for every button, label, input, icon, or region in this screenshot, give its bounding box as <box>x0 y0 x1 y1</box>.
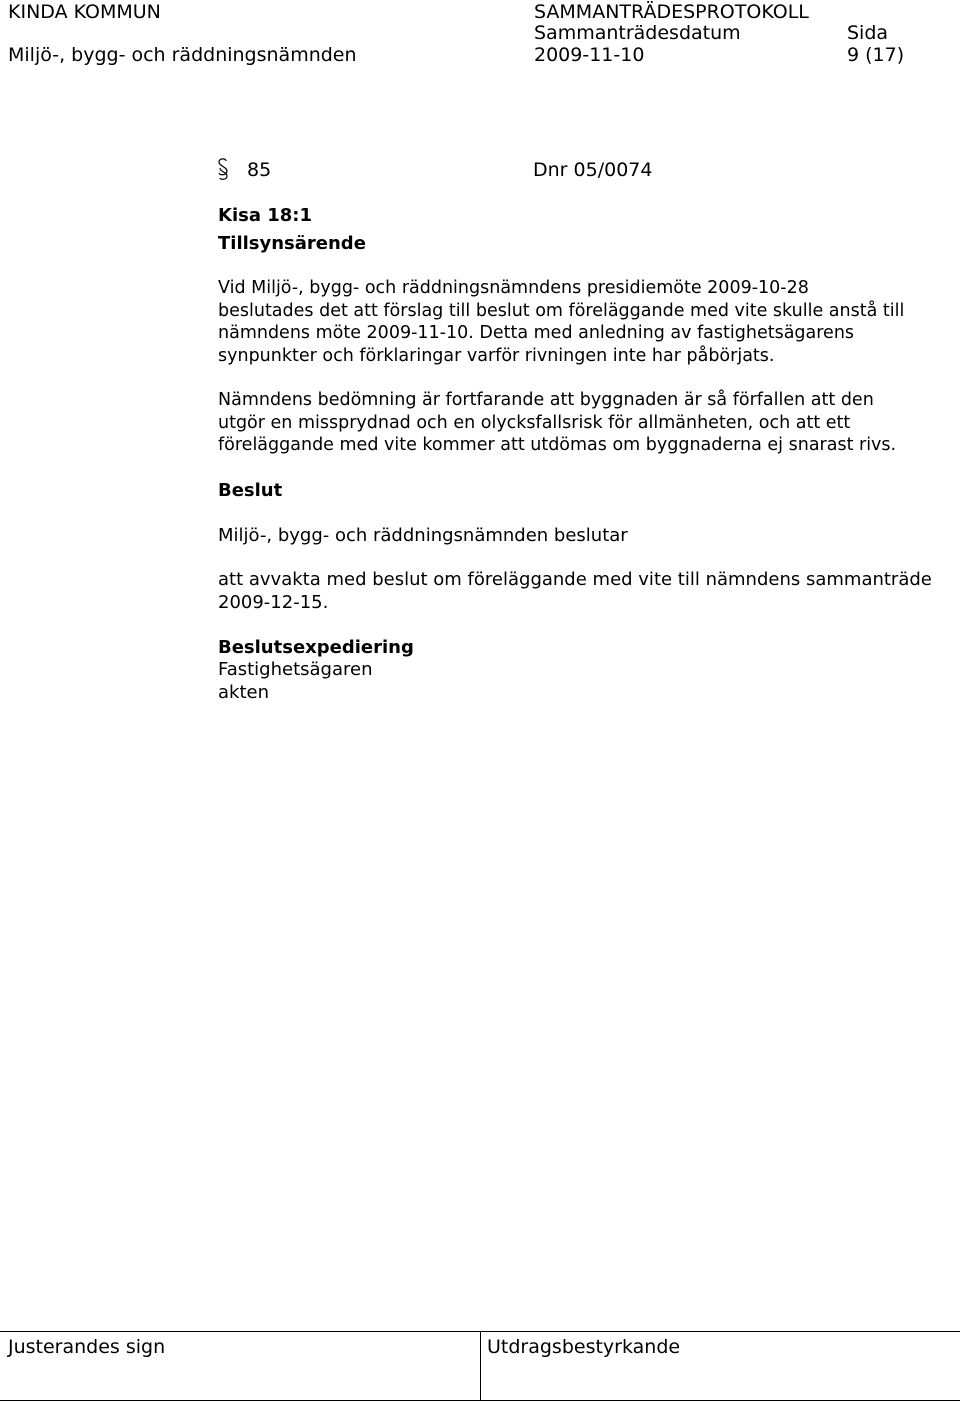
org-name: KINDA KOMMUN <box>8 1 161 23</box>
property-title: Kisa 18:1 <box>218 205 313 226</box>
paragraph-line: Nämndens bedömning är fortfarande att byggnaden är så förfallen att den <box>218 390 874 410</box>
paragraph-line: utgör en missprydnad och en olycksfallsrisk för allmänheten, och att ett <box>218 412 851 433</box>
signature-footer <box>0 1331 960 1401</box>
footer-divider <box>480 1332 481 1400</box>
decision-line: 2009-12-15. <box>218 591 329 613</box>
case-number: 85 <box>247 159 272 181</box>
document-type: SAMMANTRÄDESPROTOKOLL <box>534 1 809 23</box>
paragraph-line: föreläggande med vite kommer att utdömas om byggnaderna ej snarast rivs. <box>218 435 897 455</box>
assessment-paragraph <box>218 389 896 457</box>
certification-label: Utdragsbestyrkande <box>487 1336 681 1358</box>
decision-intro: Miljö-, bygg- och räddningsnämnden beslutar <box>218 525 628 546</box>
dispatch-heading: Beslutsexpediering <box>218 637 414 658</box>
decision-heading: Beslut <box>218 480 283 501</box>
committee-name: Miljö-, bygg- och räddningsnämnden <box>8 44 357 66</box>
case-dnr: Dnr 05/0074 <box>533 159 653 181</box>
paragraph-line: beslutades det att förslag till beslut om föreläggande med vite skulle anstå till <box>218 300 905 321</box>
decision-line: att avvakta med beslut om föreläggande med vite till nämndens sammanträde <box>218 569 932 590</box>
case-subject: Tillsynsärende <box>218 233 366 254</box>
adjuster-signature-label: Justerandes sign <box>8 1336 166 1358</box>
paragraph-line: synpunkter och förklaringar varför rivningen inte har påbörjats. <box>218 345 775 366</box>
background-paragraph <box>218 277 904 367</box>
page-label: Sida <box>847 22 889 44</box>
meeting-date-label: Sammanträdesdatum <box>534 22 741 44</box>
dispatch-recipient: akten <box>218 682 269 703</box>
section-sign-icon <box>216 156 230 184</box>
decision-text <box>218 569 932 614</box>
paragraph-line: nämndens möte 2009-11-10. Detta med anledning av fastighetsägarens <box>218 323 855 343</box>
meeting-date: 2009-11-10 <box>534 44 645 66</box>
page-number: 9 (17) <box>847 44 905 66</box>
paragraph-line: Vid Miljö-, bygg- och räddningsnämndens presidiemöte 2009-10-28 <box>218 278 809 298</box>
dispatch-recipient: Fastighetsägaren <box>218 659 373 680</box>
